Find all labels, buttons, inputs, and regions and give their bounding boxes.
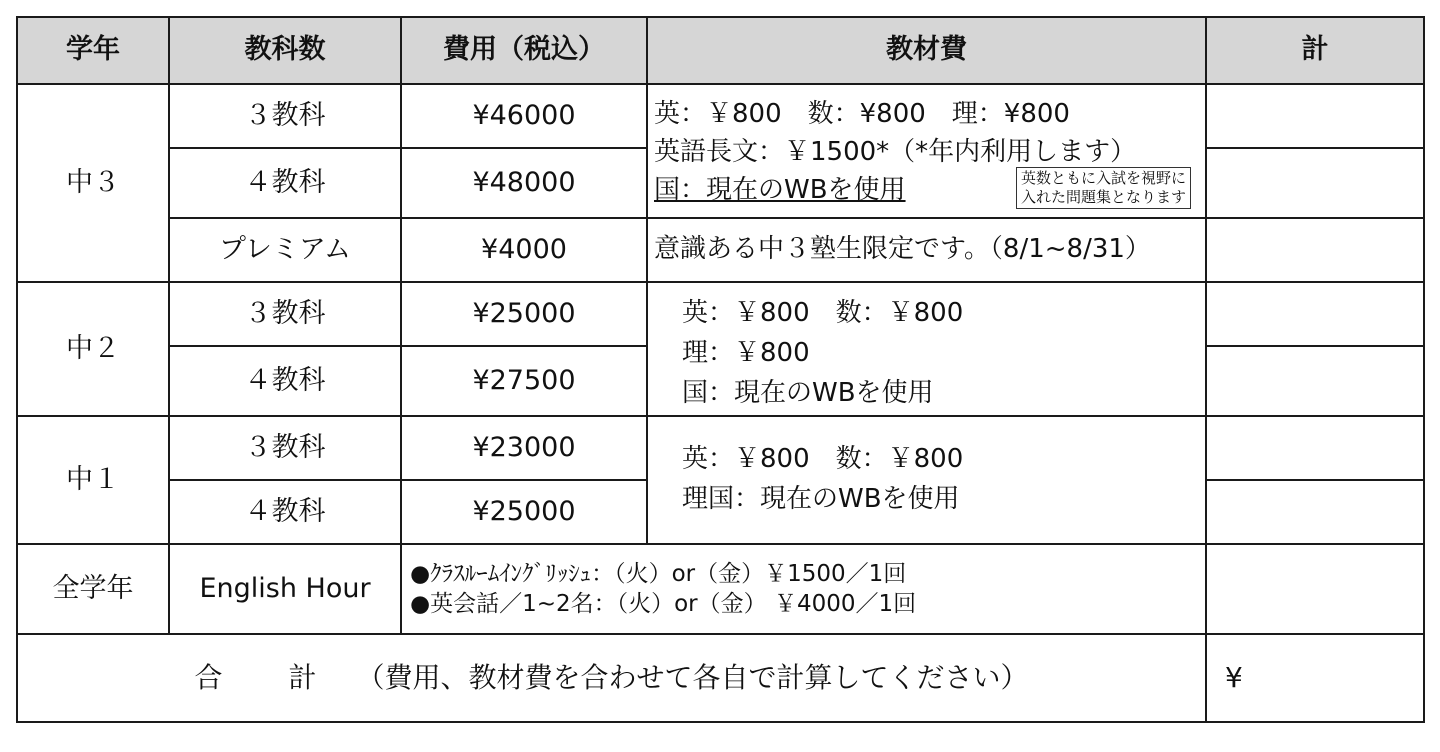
materials-line: 英：￥800 数：￥800 (682, 298, 964, 328)
course-english-hour: English Hour (169, 544, 401, 634)
total-input-cell[interactable] (1206, 84, 1424, 148)
fee-cell: ¥25000 (401, 480, 647, 544)
total-label-c: （費用、教材費を合わせて各自で計算してください） (356, 661, 1029, 695)
fee-cell: ¥48000 (401, 148, 647, 218)
materials-cell-g3 (647, 84, 1206, 218)
subjects-cell: ３教科 (169, 282, 401, 346)
total-input-cell[interactable] (1206, 148, 1424, 218)
table-row (17, 544, 1424, 634)
total-input-cell[interactable] (1206, 480, 1424, 544)
materials-line: 英：￥800 数：¥800 理：¥800 (654, 99, 1070, 129)
total-input-cell[interactable] (1206, 282, 1424, 346)
total-input-cell[interactable] (1206, 544, 1424, 634)
subjects-cell: ３教科 (169, 416, 401, 480)
english-hour-note (401, 544, 1206, 634)
note-line: 英数ともに入試を視野に (1020, 169, 1186, 187)
fee-cell: ¥4000 (401, 218, 647, 282)
grand-total-label (17, 634, 1206, 722)
subjects-cell: ４教科 (169, 480, 401, 544)
subjects-cell: ４教科 (169, 346, 401, 416)
fee-table (16, 16, 1425, 723)
grade-label-all: 全学年 (17, 544, 169, 634)
materials-line: 理国：現在のWBを使用 (682, 484, 960, 514)
total-input-cell[interactable] (1206, 416, 1424, 480)
english-hour-line: ●ｸﾗｽﾙｰﾑｲﾝｸﾞﾘｯｼｭ：（火）or（金）￥1500／1回 (410, 561, 907, 587)
materials-note-box (1016, 167, 1191, 209)
grade-label-g3: 中３ (17, 84, 169, 282)
header-fee: 費用（税込） (401, 17, 647, 84)
materials-cell-g2 (647, 282, 1206, 416)
subjects-cell: ４教科 (169, 148, 401, 218)
subjects-cell: ３教科 (169, 84, 401, 148)
header-row (17, 17, 1424, 84)
grand-total-row (17, 634, 1424, 722)
subjects-cell: プレミアム (169, 218, 401, 282)
total-input-cell[interactable] (1206, 218, 1424, 282)
note-line: 入れた問題集となります (1020, 188, 1186, 206)
grade-label-g1: 中１ (17, 416, 169, 544)
header-materials: 教材費 (647, 17, 1206, 84)
total-label-a: 合 (194, 661, 223, 695)
materials-line: 国：現在のWBを使用 (654, 175, 906, 205)
fee-cell: ¥27500 (401, 346, 647, 416)
grand-total-input[interactable]: ¥ (1206, 634, 1424, 722)
fee-cell: ¥46000 (401, 84, 647, 148)
table-row (17, 84, 1424, 148)
header-grade: 学年 (17, 17, 169, 84)
materials-line: 国：現在のWBを使用 (682, 378, 934, 408)
english-hour-line: ●英会話／1~2名：（火）or（金） ￥4000／1回 (410, 591, 917, 617)
materials-cell-g1 (647, 416, 1206, 544)
premium-note: 意識ある中３塾生限定です。（8/1~8/31） (647, 218, 1206, 282)
header-total: 計 (1206, 17, 1424, 84)
materials-line: 英語長文：￥1500*（*年内利用します） (654, 137, 1137, 167)
materials-line: 英：￥800 数：￥800 (682, 444, 964, 474)
fee-cell: ¥25000 (401, 282, 647, 346)
table-row (17, 282, 1424, 346)
table-row (17, 218, 1424, 282)
grade-label-g2: 中２ (17, 282, 169, 416)
total-input-cell[interactable] (1206, 346, 1424, 416)
materials-line: 理：￥800 (682, 338, 810, 368)
table-row (17, 416, 1424, 480)
header-subjects: 教科数 (169, 17, 401, 84)
total-label-b: 計 (288, 661, 317, 695)
fee-cell: ¥23000 (401, 416, 647, 480)
